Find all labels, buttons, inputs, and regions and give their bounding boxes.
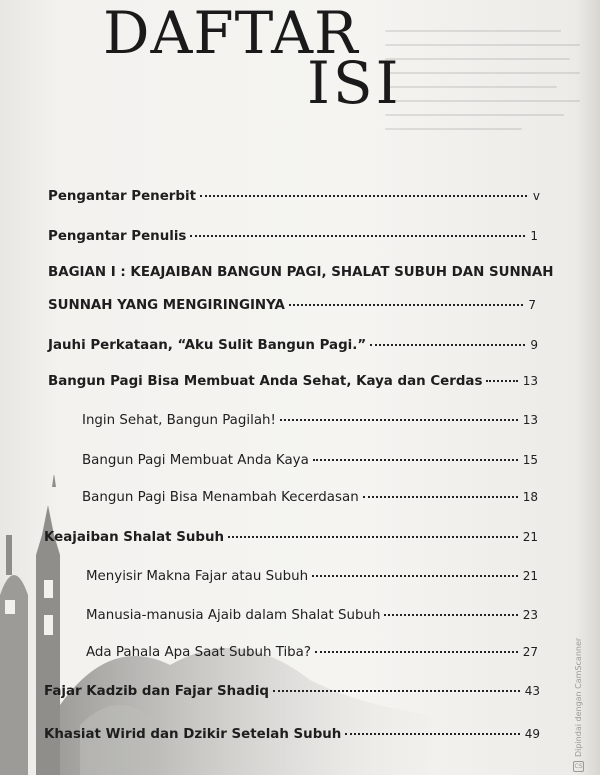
camscanner-icon: CS: [574, 763, 583, 770]
dot-leader: [273, 690, 520, 692]
dot-leader: [384, 614, 517, 616]
toc-page: 15: [522, 453, 538, 467]
toc-label: Manusia-manusia Ajaib dalam Shalat Subuh: [86, 608, 381, 623]
toc-page: 23: [522, 608, 538, 622]
toc-page: 43: [524, 684, 540, 698]
toc-entry-pengantar-penerbit: [48, 189, 540, 204]
dot-leader: [313, 459, 518, 461]
toc-page: 21: [522, 569, 538, 583]
dot-leader: [280, 419, 518, 421]
toc-page: 9: [530, 338, 538, 352]
dot-leader: [363, 496, 518, 498]
toc-label: Pengantar Penulis: [48, 229, 187, 244]
toc-page: 27: [522, 645, 538, 659]
toc-page: 21: [522, 530, 538, 544]
toc-page: v: [532, 189, 540, 203]
toc-entry-menambah-kecerdasan: [82, 490, 538, 505]
toc-bagian-heading-line1: BAGIAN I : KEAJAIBAN BANGUN PAGI, SHALAT SUBUH DAN SUNNAH: [48, 265, 554, 280]
toc-entry-bangun-pagi-sehat: [48, 374, 538, 389]
toc-page: 7: [528, 298, 536, 312]
dot-leader: [315, 651, 518, 653]
toc-entry-pengantar-penulis: [48, 229, 538, 244]
toc-entry-fajar-kadzib: [44, 684, 540, 699]
dot-leader: [289, 304, 523, 306]
toc-label: Menyisir Makna Fajar atau Subuh: [86, 569, 309, 584]
toc-page: 13: [522, 413, 538, 427]
toc-label: Ingin Sehat, Bangun Pagilah!: [82, 413, 276, 428]
toc-label: Fajar Kadzib dan Fajar Shadiq: [44, 684, 269, 699]
dot-leader: [228, 536, 518, 538]
toc-label: Ada Pahala Apa Saat Subuh Tiba?: [86, 645, 311, 660]
toc-entry-pahala-subuh: [86, 645, 538, 660]
dot-leader: [190, 235, 525, 237]
toc-page: 18: [522, 490, 538, 504]
toc-entry-bagian-1: [48, 298, 536, 313]
scanner-credit: [573, 638, 584, 772]
dot-leader: [312, 575, 518, 577]
dot-leader: [345, 733, 519, 735]
title-isi: ISI: [307, 49, 402, 117]
toc-label: Bangun Pagi Membuat Anda Kaya: [82, 453, 309, 468]
toc-entry-menyisir-makna: [86, 569, 538, 584]
bleed-through-text: [385, 30, 580, 190]
toc-label: SUNNAH YANG MENGIRINGINYA: [48, 298, 285, 313]
toc-label: Bangun Pagi Bisa Membuat Anda Sehat, Kaya dan Cerdas: [48, 374, 483, 389]
toc-entry-khasiat-wirid: [44, 727, 540, 742]
toc-entry-jauhi-perkataan: [48, 338, 538, 353]
scanner-credit-text: Dipindai dengan CamScanner: [574, 637, 583, 757]
toc-page: 1: [530, 229, 538, 243]
dot-leader: [200, 195, 527, 197]
title-daftar: DAFTAR: [103, 0, 359, 67]
toc-page: 13: [522, 374, 538, 388]
toc-entry-manusia-ajaib: [86, 608, 538, 623]
toc-page: 49: [524, 727, 540, 741]
toc-label: Pengantar Penerbit: [48, 189, 196, 204]
toc-label: Bangun Pagi Bisa Menambah Kecerdasan: [82, 490, 359, 505]
dot-leader: [486, 380, 517, 382]
toc-label: Jauhi Perkataan, “Aku Sulit Bangun Pagi.”: [48, 338, 367, 353]
toc-label: Khasiat Wirid dan Dzikir Setelah Subuh: [44, 727, 342, 742]
toc-entry-bangun-pagi-kaya: [82, 453, 538, 468]
dot-leader: [370, 344, 525, 346]
toc-entry-keajaiban-shalat-subuh: [44, 530, 538, 545]
toc-entry-ingin-sehat: [82, 413, 538, 428]
toc-label: Keajaiban Shalat Subuh: [44, 530, 225, 545]
